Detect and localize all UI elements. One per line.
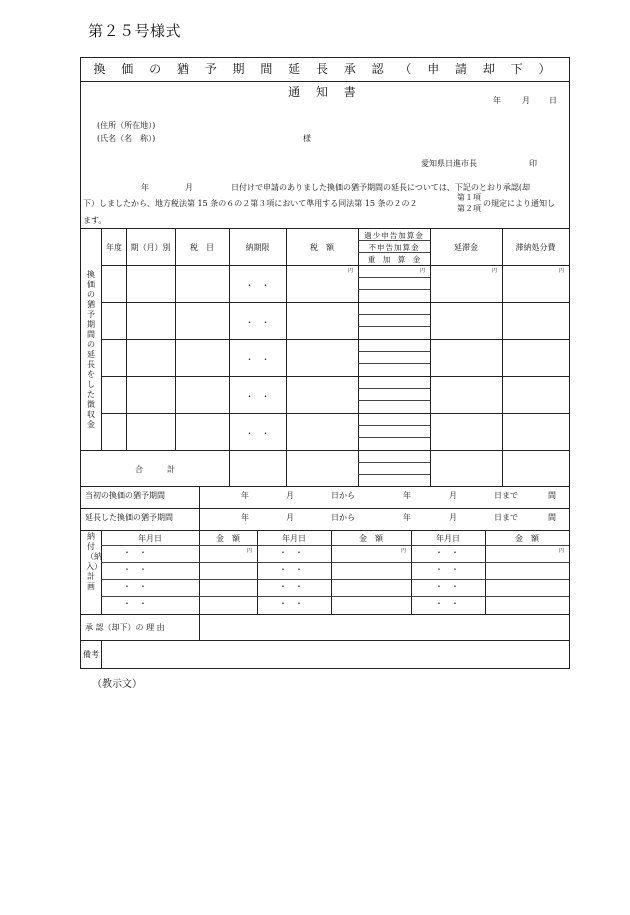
header-fiscal-year: 年度 bbox=[106, 243, 122, 252]
header-penalty-underreport: 過少申告加算金 bbox=[364, 231, 424, 240]
header-period: 期（月）別 bbox=[130, 243, 171, 252]
extended-end-year: 年 bbox=[403, 513, 411, 522]
plan-yen-2: 円 bbox=[401, 548, 407, 554]
plan-dots-r3-c3: ・ ・ bbox=[435, 582, 459, 591]
body-line1: 日付けで申請のありました換価の猶予期間の延長については、下記のとおり承認(却 bbox=[231, 183, 530, 192]
initial-duration: 間 bbox=[548, 491, 556, 500]
initial-end-month: 月 bbox=[449, 491, 457, 500]
instruction-note: （教示文） bbox=[92, 679, 142, 690]
total-label: 合 計 bbox=[135, 465, 175, 474]
extended-end-month: 月 bbox=[449, 513, 457, 522]
yen-tax-amount: 円 bbox=[348, 268, 354, 274]
collection-side-label: 換価の猶予期間の延長をした徴収金 bbox=[87, 270, 95, 429]
plan-header-date-2: 年月日 bbox=[282, 534, 306, 543]
honorific-sama: 様 bbox=[303, 134, 311, 143]
plan-dots-r3-c2: ・ ・ bbox=[279, 582, 303, 591]
body-clause1: 第１項 bbox=[457, 193, 481, 202]
plan-header-date-3: 年月日 bbox=[436, 534, 460, 543]
initial-end-day: 日まで bbox=[494, 491, 518, 500]
body-year: 年 bbox=[141, 183, 149, 192]
extended-period-label: 延長した換価の猶予期間 bbox=[85, 513, 173, 522]
reason-label: 承 認（却下）の 理 由 bbox=[85, 623, 165, 632]
extended-start-year: 年 bbox=[241, 513, 249, 522]
remarks-label: 備考 bbox=[83, 650, 99, 659]
header-penalty-nonreport: 不申告加算金 bbox=[368, 243, 420, 252]
due-date-row-4: ・ ・ bbox=[245, 392, 270, 401]
header-delinquency: 延滞金 bbox=[454, 243, 478, 252]
date-day: 日 bbox=[549, 96, 557, 105]
name-label: (氏名（名 称）) bbox=[97, 134, 156, 143]
form-title: 換 価 の 猶 予 期 間 延 長 承 認 （ 申 請 却 下 ） 通 知 書 bbox=[81, 58, 569, 82]
plan-yen-3: 円 bbox=[559, 548, 565, 554]
extended-duration: 間 bbox=[548, 513, 556, 522]
plan-header-amount-3: 金 額 bbox=[515, 534, 539, 543]
yen-disposal-cost: 円 bbox=[559, 268, 565, 274]
extended-start-day: 日から bbox=[331, 513, 355, 522]
date-year: 年 bbox=[493, 96, 501, 105]
due-date-row-2: ・ ・ bbox=[245, 318, 270, 327]
plan-dots-r4-c3: ・ ・ bbox=[435, 599, 459, 608]
due-date-row-5: ・ ・ bbox=[245, 429, 270, 438]
initial-end-year: 年 bbox=[403, 491, 411, 500]
header-tax-amount: 税 額 bbox=[310, 243, 334, 252]
extended-start-month: 月 bbox=[286, 513, 294, 522]
plan-dots-r1-c3: ・ ・ bbox=[435, 548, 459, 557]
body-line3: ます。 bbox=[83, 216, 107, 225]
plan-yen-1: 円 bbox=[247, 548, 253, 554]
header-due-date: 納期限 bbox=[245, 243, 270, 252]
body-clause2: 第２項 bbox=[457, 204, 481, 213]
plan-dots-r2-c2: ・ ・ bbox=[279, 565, 303, 574]
issuer: 愛知県日進市長 bbox=[421, 159, 477, 168]
notice-form bbox=[80, 57, 570, 669]
plan-header-date-1: 年月日 bbox=[138, 534, 162, 543]
plan-dots-r1-c2: ・ ・ bbox=[279, 548, 303, 557]
extended-end-day: 日まで bbox=[494, 513, 518, 522]
body-line2: 下）しましたから、地方税法第 15 条の６の２第３項において準用する同法第 15 条の２の２ bbox=[83, 199, 418, 208]
plan-header-amount-1: 金 額 bbox=[216, 534, 240, 543]
plan-dots-r4-c1: ・ ・ bbox=[123, 599, 147, 608]
header-disposal-cost: 滞納処分費 bbox=[515, 243, 556, 252]
address-label: (住所（所在地）) bbox=[97, 121, 156, 130]
plan-dots-r2-c3: ・ ・ bbox=[435, 565, 459, 574]
body-line2-end: の規定により通知し bbox=[483, 199, 555, 208]
header-tax-item: 税 目 bbox=[190, 243, 214, 252]
plan-dots-r4-c2: ・ ・ bbox=[279, 599, 303, 608]
payment-plan-side-label: 納付（納入）計画 bbox=[86, 532, 102, 591]
initial-start-year: 年 bbox=[241, 491, 249, 500]
initial-start-day: 日から bbox=[331, 491, 355, 500]
initial-period-label: 当初の換価の猶予期間 bbox=[85, 491, 165, 500]
due-date-row-1: ・ ・ bbox=[245, 281, 270, 290]
body-month: 月 bbox=[185, 183, 193, 192]
seal-mark: 印 bbox=[529, 159, 537, 168]
plan-dots-r1-c1: ・ ・ bbox=[123, 548, 147, 557]
form-number: 第２５号様式 bbox=[88, 22, 182, 40]
yen-penalty: 円 bbox=[420, 268, 426, 274]
initial-start-month: 月 bbox=[286, 491, 294, 500]
header-penalty-heavy: 重 加 算 金 bbox=[367, 255, 421, 264]
plan-dots-r3-c1: ・ ・ bbox=[123, 582, 147, 591]
yen-delinquency: 円 bbox=[492, 268, 498, 274]
due-date-row-3: ・ ・ bbox=[245, 355, 270, 364]
date-month: 月 bbox=[522, 96, 530, 105]
plan-header-amount-2: 金 額 bbox=[359, 534, 383, 543]
plan-dots-r2-c1: ・ ・ bbox=[123, 565, 147, 574]
